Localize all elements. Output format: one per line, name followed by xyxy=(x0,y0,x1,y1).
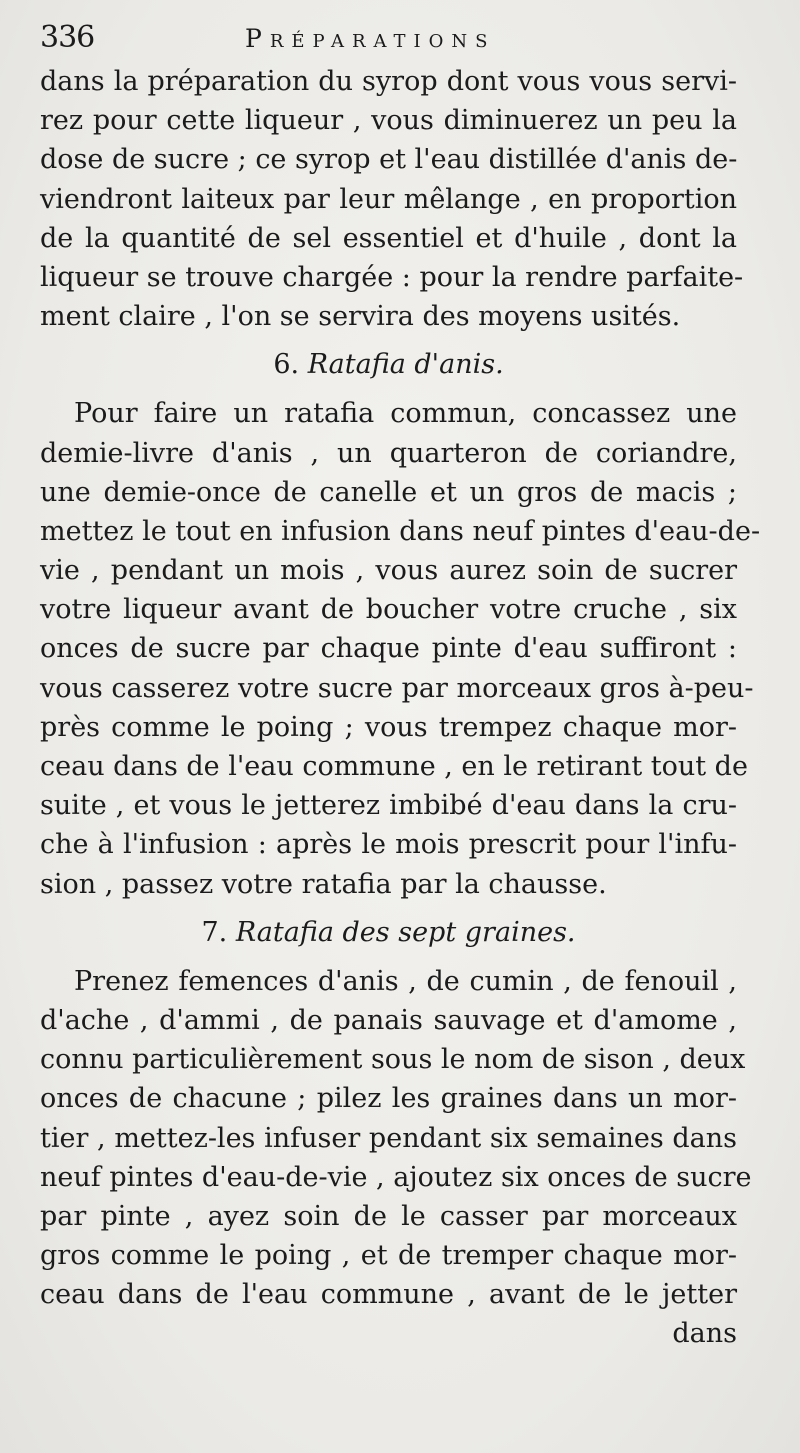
text-line: mettez le tout en infusion dans neuf pintes d'eau-de- xyxy=(40,515,761,547)
section-title: Ratafia des sept graines. xyxy=(235,916,576,948)
text-line: liqueur se trouve chargée : pour la rendre parfaite- xyxy=(40,261,744,293)
running-head: Préparations xyxy=(245,24,496,53)
text-line: sion , passez votre ratafia par la chausse. xyxy=(40,868,607,900)
text-line: de la quantité de sel essentiel et d'huile , dont la xyxy=(40,222,737,254)
text-line: près comme le poing ; vous trempez chaque mor- xyxy=(40,711,737,743)
section-title: Ratafia d'anis. xyxy=(307,349,504,381)
text-line: ment claire , l'on se servira des moyens usités. xyxy=(40,301,681,333)
text-line: onces de chacune ; pilez les graines dans un mor- xyxy=(40,1083,737,1115)
text-line: onces de sucre par chaque pinte d'eau suffiront : xyxy=(40,633,737,665)
body-text xyxy=(40,62,761,1354)
text-line: tier , mettez-les infuser pendant six semaines dans xyxy=(40,1122,737,1154)
text-line: dans la préparation du syrop dont vous vous servi- xyxy=(40,66,737,97)
text-line: dose de sucre ; ce syrop et l'eau distillée d'anis de- xyxy=(40,144,738,176)
text-line: vie , pendant un mois , vous aurez soin de sucrer xyxy=(40,555,737,587)
text-line: vous casserez votre sucre par morceaux gros à-peu- xyxy=(40,672,754,704)
text-line: ceau dans de l'eau commune , avant de le jetter xyxy=(40,1279,737,1311)
page-header xyxy=(40,18,740,62)
text-line: Pour faire un ratafia commun, concassez une xyxy=(74,398,737,430)
text-line: suite , et vous le jetterez imbibé d'eau dans la cru- xyxy=(40,790,737,822)
text-line: votre liqueur avant de boucher votre cruche , six xyxy=(40,594,737,626)
section-heading xyxy=(40,336,737,394)
text-line: d'ache , d'ammi , de panais sauvage et d'amome , xyxy=(40,1004,737,1036)
text-line: Prenez femences d'anis , de cumin , de fenouil , xyxy=(74,965,737,997)
text-line: par pinte , ayez soin de le casser par morceaux xyxy=(40,1200,737,1232)
text-line: demie-livre d'anis , un quarteron de coriandre, xyxy=(40,437,737,469)
text-line: connu particulièrement sous le nom de sison , deux xyxy=(40,1044,746,1076)
text-line: ceau dans de l'eau commune , en le retirant tout de xyxy=(40,751,748,782)
text-line: une demie-once de canelle et un gros de macis ; xyxy=(40,476,737,508)
page-number: 336 xyxy=(40,20,95,55)
text-line: che à l'infusion : après le mois prescrit pour l'infu- xyxy=(40,829,737,861)
catchword: dans xyxy=(672,1318,737,1350)
text-line: neuf pintes d'eau-de-vie , ajoutez six onces de sucre xyxy=(40,1161,752,1193)
text-line: viendront laiteux par leur mêlange , en proportion xyxy=(40,183,737,215)
text-line: gros comme le poing , et de tremper chaque mor- xyxy=(40,1240,737,1272)
text-line: rez pour cette liqueur , vous diminuerez un peu la xyxy=(40,105,737,137)
section-number: 6. xyxy=(273,349,300,381)
section-heading xyxy=(40,904,737,962)
section-number: 7. xyxy=(201,916,228,948)
